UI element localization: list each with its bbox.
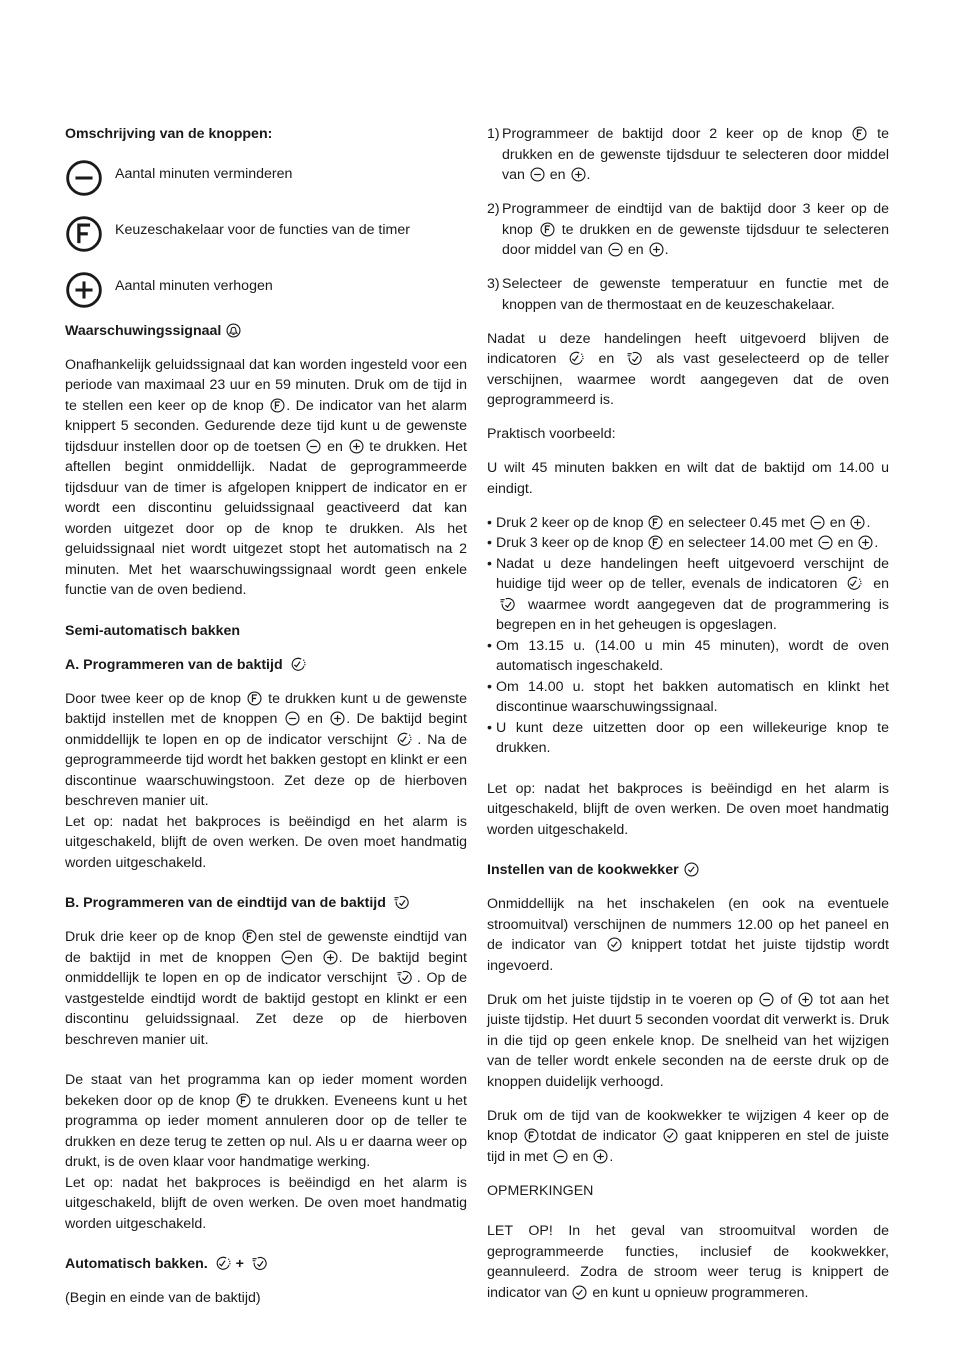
minus-icon (553, 1149, 568, 1164)
button-description-minus (65, 159, 467, 215)
cooking-time-icon (394, 732, 416, 747)
f-function-icon (540, 222, 555, 237)
remarks-paragraph: LET OP! In het geval van stroomuitval worden de geprogrammeerde functies, inclusief de kookwekker, geannuleerd. Zodra de stroom weer terug is knippert de indicator van en kunt u opnieuw programmeren. (487, 1223, 889, 1301)
f-function-icon (247, 691, 262, 706)
list-item: • U kunt deze uitzetten door op een willekeurige knop te drukken. (487, 718, 889, 759)
example-heading: Praktisch voorbeeld: (487, 426, 616, 442)
alarm-paragraph: Onafhankelijk geluidssignaal dat kan worden ingesteld voor een periode van maximaal 23 uur en 59 minuten. Druk om de tijd in te stellen een keer op de knop . De indicator van het alarm knippert 5 seconden. Gedurende deze tijd kunt u de gewenste tijdsduur instellen door op de toetsen en te drukken. Het aftellen begint onmiddellijk. Nadat de geprogrammeerde tijdsduur van de timer is afgelopen knippert de indicator en er wordt een discontinu geluidssignaal geactiveerd dat kan worden uitgezet door op de knop te drukken. Als het geluidssignaal niet wordt uitgezet stopt het automatisch na 2 minuten. Met het waarschuwingssignaal wordt geen enkele functie van de oven bediend. (65, 356, 467, 598)
note-paragraph: Let op: nadat het bakproces is beëindigd en het alarm is uitgeschakeld, blijft de oven werken. De oven moet handmatig worden uitgeschakeld. (487, 780, 889, 838)
program-status-paragraph: De staat van het programma kan op ieder moment worden bekeken door op de knop te drukken. Eveneens kunt u het programma op ieder moment annuleren door op de teller te drukken en deze terug te zetten op nul. Als u er daarna weer op drukt, is de oven klaar voor handmatige werking. (65, 1072, 467, 1170)
clock-icon (572, 1285, 587, 1300)
f-function-icon (65, 215, 103, 253)
end-time-icon (249, 1256, 271, 1271)
plus-icon (571, 167, 586, 182)
example-bullets (487, 513, 889, 759)
cooking-time-icon (566, 351, 588, 366)
button-description-plus (65, 271, 467, 321)
step-item: 3) Selecteer de gewenste temperatuur en functie met de knoppen van de thermostaat en de keuzeschakelaar. (487, 276, 889, 313)
left-column (65, 124, 467, 1309)
plus-icon (798, 992, 813, 1007)
f-description: Keuzeschakelaar voor de functies van de timer (115, 221, 410, 238)
end-time-icon (497, 597, 519, 612)
section-b-paragraph: Druk drie keer op de knop en stel de gewenste eindtijd van de baktijd in met de knoppen en . De baktijd begint onmiddellijk te lopen en op de indicator verschijnt . Op de vastgestelde eindtijd wordt de baktijd gestopt en klinkt er een discontinu geluidssignaal. Zet deze op de hierboven beschreven manier uit. (65, 929, 467, 1048)
plus-icon (593, 1149, 608, 1164)
kitchen-timer-p3: Druk om de tijd van de kookwekker te wijzigen 4 keer op de knop totdat de indicator gaat knipperen en stel de juiste tijd in met en . (487, 1107, 889, 1165)
after-steps-paragraph: Nadat u deze handelingen heeft uitgevoerd blijven de indicatoren en als vast geselecteerd op de teller verschijnen, waarmee wordt aangegeven dat de oven geprogrammeerd is. (487, 330, 889, 408)
f-function-icon (648, 515, 663, 530)
section-b-note: Let op: nadat het bakproces is beëindigd en het alarm is uitgeschakeld, blijft de oven werken. De oven moet handmatig worden uitgeschakeld. (65, 1174, 467, 1232)
end-time-icon (391, 895, 413, 910)
list-item: • Om 13.15 u. (14.00 u min 45 minuten), wordt de oven automatisch ingeschakeld. (487, 636, 889, 677)
end-time-icon (624, 351, 646, 366)
semi-auto-heading: Semi-automatisch bakken (65, 622, 241, 639)
end-time-icon (394, 970, 416, 985)
kitchen-timer-p1: Onmiddellijk na het inschakelen (en ook na eventuele stroomuitval) verschijnen de nummers 12.00 op het paneel en de indicator van knippert totdat het juiste tijdstip wordt ingevoerd. (487, 896, 889, 974)
plus-description: Aantal minuten verhogen (115, 277, 273, 294)
minus-icon (759, 992, 774, 1007)
minus-icon (608, 242, 623, 257)
plus-icon (349, 439, 364, 454)
cooking-time-icon (213, 1256, 235, 1271)
right-column (487, 124, 889, 1303)
section-a-note: Let op: nadat het bakproces is beëindigd en het alarm is uitgeschakeld, blijft de oven werken. De oven moet handmatig worden uitgeschakeld. (65, 813, 467, 871)
auto-baking-heading: Automatisch bakken. + (65, 1254, 467, 1275)
f-function-icon (236, 1093, 251, 1108)
list-item: • Om 14.00 u. stopt het bakken automatisch en klinkt het discontinue waarschuwingssignaal. (487, 677, 889, 718)
remarks-heading: OPMERKINGEN (487, 1182, 594, 1199)
f-function-icon (852, 126, 867, 141)
buttons-heading: Omschrijving van de knoppen: (65, 126, 273, 142)
minus-icon (281, 950, 296, 965)
auto-baking-subtitle: (Begin en einde van de baktijd) (65, 1290, 261, 1306)
step-item: 1) Programmeer de baktijd door 2 keer op de knop te drukken en de gewenste tijdsduur te selecteren door middel van en . (487, 126, 889, 183)
list-item: • Druk 2 keer op de knop en selecteer 0.45 met en . (487, 513, 889, 534)
kitchen-timer-heading: Instellen van de kookwekker (487, 860, 889, 881)
cooking-time-icon (844, 576, 866, 591)
minus-icon (65, 159, 103, 197)
button-description-f (65, 215, 467, 271)
minus-icon (810, 515, 825, 530)
minus-icon (285, 711, 300, 726)
steps-list (487, 124, 889, 315)
section-b-heading: B. Programmeren van de eindtijd van de baktijd (65, 893, 467, 914)
f-function-icon (242, 929, 257, 944)
clock-icon (684, 862, 699, 877)
cooking-time-icon (288, 657, 310, 672)
example-paragraph: U wilt 45 minuten bakken en wilt dat de baktijd om 14.00 u eindigt. (487, 460, 889, 497)
minus-icon (530, 167, 545, 182)
minus-icon (306, 439, 321, 454)
step-item: 2) Programmeer de eindtijd van de baktijd door 3 keer op de knop te drukken en de gewenste tijdsduur te selecteren door middel van en . (487, 201, 889, 258)
list-item: • Nadat u deze handelingen heeft uitgevoerd verschijnt de huidige tijd weer op de teller, evenals de indicatoren en waarmee wordt aangegeven dat de programmering is begrepen en in het geheugen is opgeslagen. (487, 554, 889, 636)
list-item: • Druk 3 keer op de knop en selecteer 14.00 met en . (487, 533, 889, 554)
plus-icon (649, 242, 664, 257)
minus-description: Aantal minuten verminderen (115, 165, 293, 182)
clock-icon (607, 937, 622, 952)
minus-icon (818, 535, 833, 550)
plus-icon (850, 515, 865, 530)
f-function-icon (270, 398, 285, 413)
plus-icon (323, 950, 338, 965)
plus-icon (858, 535, 873, 550)
section-a-heading: A. Programmeren van de baktijd (65, 655, 467, 676)
alarm-heading: Waarschuwingssignaal (65, 321, 467, 342)
section-a-paragraph: Door twee keer op de knop te drukken kunt u de gewenste baktijd instellen met de knoppen en . De baktijd begint onmiddellijk te lopen en op de indicator verschijnt . Na de geprogrammeerde tijd wordt het bakken gestopt en klinkt er een discontinue waarschuwingstoon. Zet deze op de hierboven beschreven manier uit. (65, 690, 467, 809)
plus-icon (65, 271, 103, 309)
plus-icon (330, 711, 345, 726)
f-function-icon (524, 1128, 539, 1143)
kitchen-timer-p2: Druk om het juiste tijdstip in te voeren op of tot aan het juiste tijdstip. Het duurt 5 seconden voordat dit verwerkt is. Druk in die tijd op geen enkele knop. De snelheid van het wijzigen van de teller wordt enkele seconden na de eerste druk op de knoppen duidelijk verhoogd. (487, 991, 889, 1090)
bell-icon (226, 323, 241, 338)
f-function-icon (648, 535, 663, 550)
clock-icon (663, 1128, 678, 1143)
